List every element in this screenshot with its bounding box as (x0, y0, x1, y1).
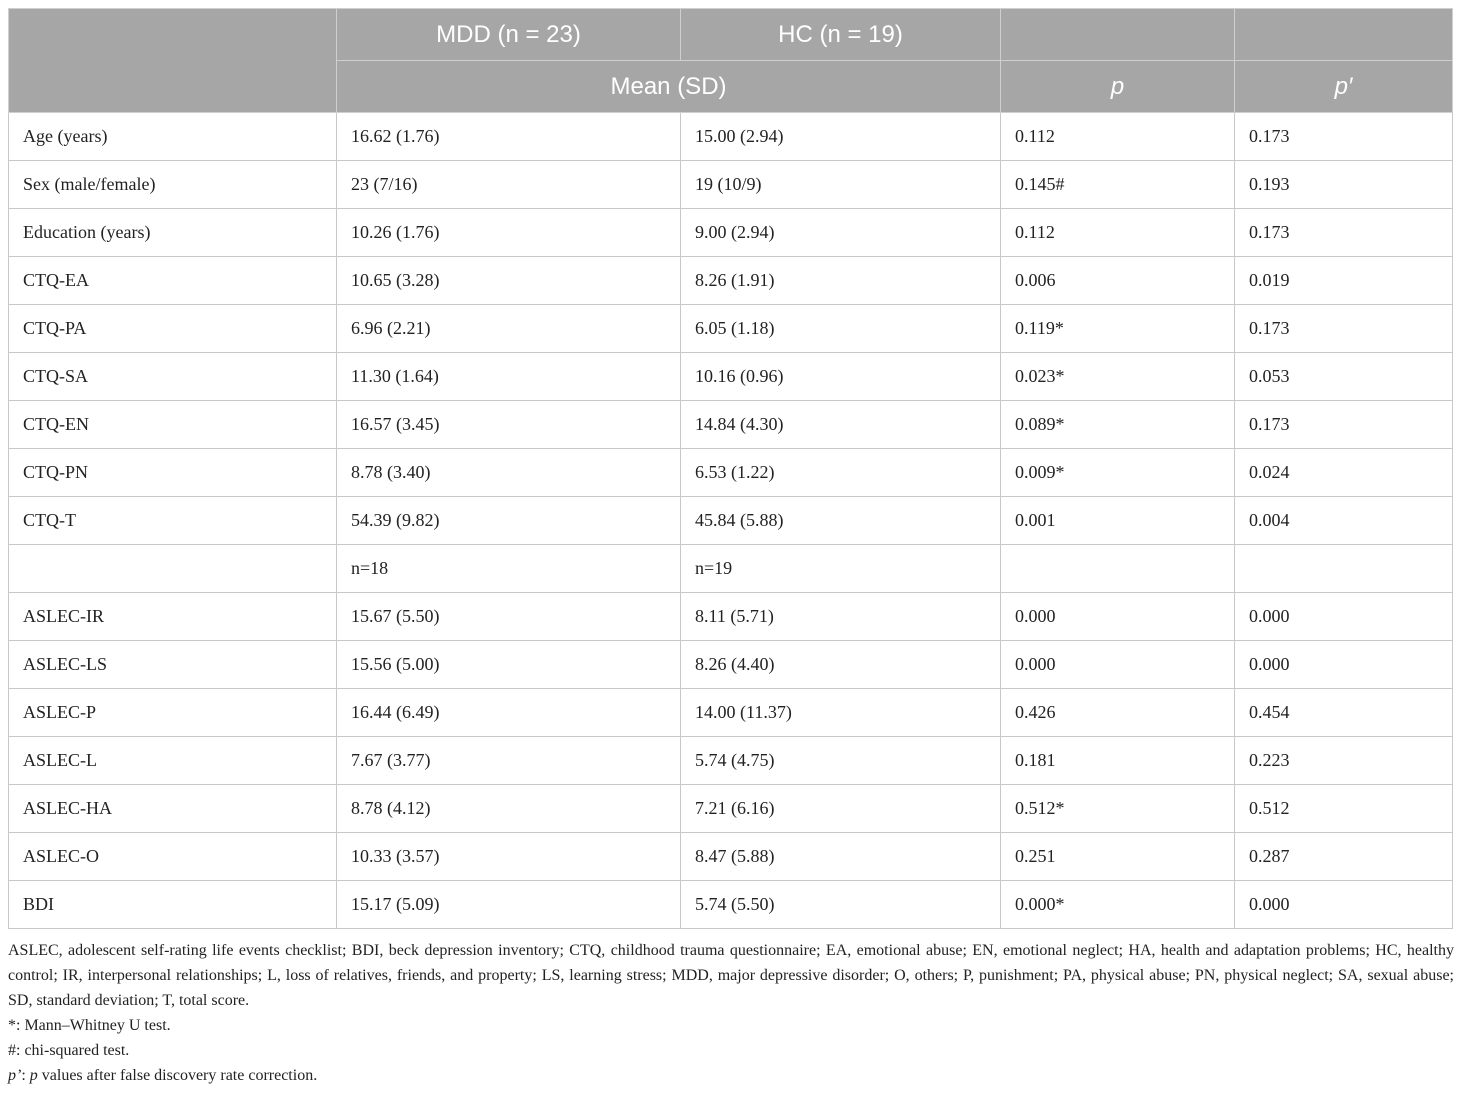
cell-p-adj: 0.173 (1235, 113, 1453, 161)
cell-p-adj: 0.173 (1235, 305, 1453, 353)
row-label: ASLEC-HA (9, 785, 337, 833)
cell-hc: 8.47 (5.88) (681, 833, 1001, 881)
row-label: Age (years) (9, 113, 337, 161)
row-label: ASLEC-LS (9, 641, 337, 689)
cell-mdd: 15.67 (5.50) (337, 593, 681, 641)
cell-mdd: 15.56 (5.00) (337, 641, 681, 689)
abbreviations-note: ASLEC, adolescent self-rating life events checklist; BDI, beck depression inventory; CTQ, childhood trauma questionnaire; EA, emotional abuse; EN, emotional neglect; HA, health and adaptation problems; HC, healthy control; IR, interpersonal relationships; L, loss of relatives, friends, and property; LS, learning stress; MDD, major depressive disorder; O, others; P, punishment; PA, physical abuse; PN, physical neglect; SA, sexual abuse; SD, standard deviation; T, total score. (8, 942, 1454, 1009)
header-mean-sd: Mean (SD) (337, 61, 1001, 113)
cell-p-adj: 0.223 (1235, 737, 1453, 785)
cell-hc: 19 (10/9) (681, 161, 1001, 209)
cell-hc: 7.21 (6.16) (681, 785, 1001, 833)
row-label: BDI (9, 881, 337, 929)
cell-hc: n=19 (681, 545, 1001, 593)
table-footnotes (8, 938, 1454, 1088)
table-row (9, 737, 1453, 785)
row-label: CTQ-SA (9, 353, 337, 401)
cell-hc: 8.26 (4.40) (681, 641, 1001, 689)
cell-p: 0.112 (1001, 209, 1235, 257)
table-row (9, 689, 1453, 737)
row-label: CTQ-PA (9, 305, 337, 353)
cell-mdd: 8.78 (4.12) (337, 785, 681, 833)
row-label: Education (years) (9, 209, 337, 257)
table-body (9, 113, 1453, 929)
cell-p: 0.112 (1001, 113, 1235, 161)
fdr-note (8, 1063, 1454, 1088)
row-label (9, 545, 337, 593)
cell-p: 0.009* (1001, 449, 1235, 497)
table-row (9, 209, 1453, 257)
cell-hc: 10.16 (0.96) (681, 353, 1001, 401)
table-row (9, 113, 1453, 161)
row-label: CTQ-EA (9, 257, 337, 305)
cell-hc: 6.05 (1.18) (681, 305, 1001, 353)
cell-p-adj: 0.000 (1235, 641, 1453, 689)
mann-whitney-note: *: Mann–Whitney U test. (8, 1017, 171, 1034)
cell-mdd: 54.39 (9.82) (337, 497, 681, 545)
cell-hc: 8.11 (5.71) (681, 593, 1001, 641)
cell-p: 0.251 (1001, 833, 1235, 881)
cell-hc: 8.26 (1.91) (681, 257, 1001, 305)
cell-p-adj: 0.024 (1235, 449, 1453, 497)
cell-mdd: 6.96 (2.21) (337, 305, 681, 353)
cell-hc: 15.00 (2.94) (681, 113, 1001, 161)
cell-mdd: 10.33 (3.57) (337, 833, 681, 881)
cell-p: 0.001 (1001, 497, 1235, 545)
table-row (9, 881, 1453, 929)
cell-p: 0.023* (1001, 353, 1235, 401)
row-label: Sex (male/female) (9, 161, 337, 209)
fdr-rest: values after false discovery rate correction. (37, 1067, 318, 1084)
cell-p-adj: 0.000 (1235, 881, 1453, 929)
demographics-table (8, 8, 1453, 929)
cell-p: 0.000 (1001, 641, 1235, 689)
cell-hc: 45.84 (5.88) (681, 497, 1001, 545)
header-blank-padj (1235, 9, 1453, 61)
row-label: ASLEC-O (9, 833, 337, 881)
table-header (9, 9, 1453, 113)
row-label: CTQ-EN (9, 401, 337, 449)
cell-p-adj: 0.193 (1235, 161, 1453, 209)
cell-p: 0.426 (1001, 689, 1235, 737)
cell-p-adj: 0.000 (1235, 593, 1453, 641)
cell-mdd: 7.67 (3.77) (337, 737, 681, 785)
header-hc: HC (n = 19) (681, 9, 1001, 61)
row-label: ASLEC-P (9, 689, 337, 737)
cell-p (1001, 545, 1235, 593)
cell-mdd: 23 (7/16) (337, 161, 681, 209)
table-row (9, 785, 1453, 833)
cell-hc: 9.00 (2.94) (681, 209, 1001, 257)
cell-p: 0.089* (1001, 401, 1235, 449)
cell-p: 0.000* (1001, 881, 1235, 929)
cell-mdd: 16.62 (1.76) (337, 113, 681, 161)
table-container (8, 8, 1452, 929)
cell-hc: 14.00 (11.37) (681, 689, 1001, 737)
cell-p-adj: 0.173 (1235, 209, 1453, 257)
cell-p-adj: 0.019 (1235, 257, 1453, 305)
cell-p-adj: 0.512 (1235, 785, 1453, 833)
cell-mdd: 16.57 (3.45) (337, 401, 681, 449)
cell-p-adj: 0.004 (1235, 497, 1453, 545)
table-row (9, 305, 1453, 353)
cell-p-adj: 0.287 (1235, 833, 1453, 881)
table-row (9, 257, 1453, 305)
row-label: CTQ-T (9, 497, 337, 545)
header-blank (9, 9, 337, 113)
cell-p: 0.119* (1001, 305, 1235, 353)
cell-p: 0.181 (1001, 737, 1235, 785)
header-p: p (1001, 61, 1235, 113)
cell-mdd: 15.17 (5.09) (337, 881, 681, 929)
chi-squared-note: #: chi-squared test. (8, 1042, 130, 1059)
fdr-colon: : (21, 1067, 30, 1084)
table-row (9, 641, 1453, 689)
cell-hc: 5.74 (5.50) (681, 881, 1001, 929)
cell-mdd: n=18 (337, 545, 681, 593)
cell-p-adj: 0.053 (1235, 353, 1453, 401)
header-mdd: MDD (n = 23) (337, 9, 681, 61)
cell-p-adj: 0.454 (1235, 689, 1453, 737)
cell-mdd: 11.30 (1.64) (337, 353, 681, 401)
table-row (9, 161, 1453, 209)
row-label: CTQ-PN (9, 449, 337, 497)
header-p-adjusted: p′ (1235, 61, 1453, 113)
table-row (9, 545, 1453, 593)
cell-mdd: 16.44 (6.49) (337, 689, 681, 737)
table-row (9, 401, 1453, 449)
cell-mdd: 10.26 (1.76) (337, 209, 681, 257)
cell-p: 0.000 (1001, 593, 1235, 641)
fdr-p: p (29, 1067, 38, 1084)
fdr-symbol: p’ (8, 1067, 22, 1084)
cell-hc: 6.53 (1.22) (681, 449, 1001, 497)
cell-hc: 14.84 (4.30) (681, 401, 1001, 449)
cell-mdd: 8.78 (3.40) (337, 449, 681, 497)
table-row (9, 353, 1453, 401)
table-row (9, 497, 1453, 545)
row-label: ASLEC-L (9, 737, 337, 785)
cell-hc: 5.74 (4.75) (681, 737, 1001, 785)
header-blank-p (1001, 9, 1235, 61)
cell-p: 0.145# (1001, 161, 1235, 209)
cell-mdd: 10.65 (3.28) (337, 257, 681, 305)
cell-p-adj (1235, 545, 1453, 593)
cell-p: 0.512* (1001, 785, 1235, 833)
table-row (9, 449, 1453, 497)
cell-p: 0.006 (1001, 257, 1235, 305)
header-row-1 (9, 9, 1453, 61)
table-row (9, 593, 1453, 641)
table-row (9, 833, 1453, 881)
cell-p-adj: 0.173 (1235, 401, 1453, 449)
row-label: ASLEC-IR (9, 593, 337, 641)
